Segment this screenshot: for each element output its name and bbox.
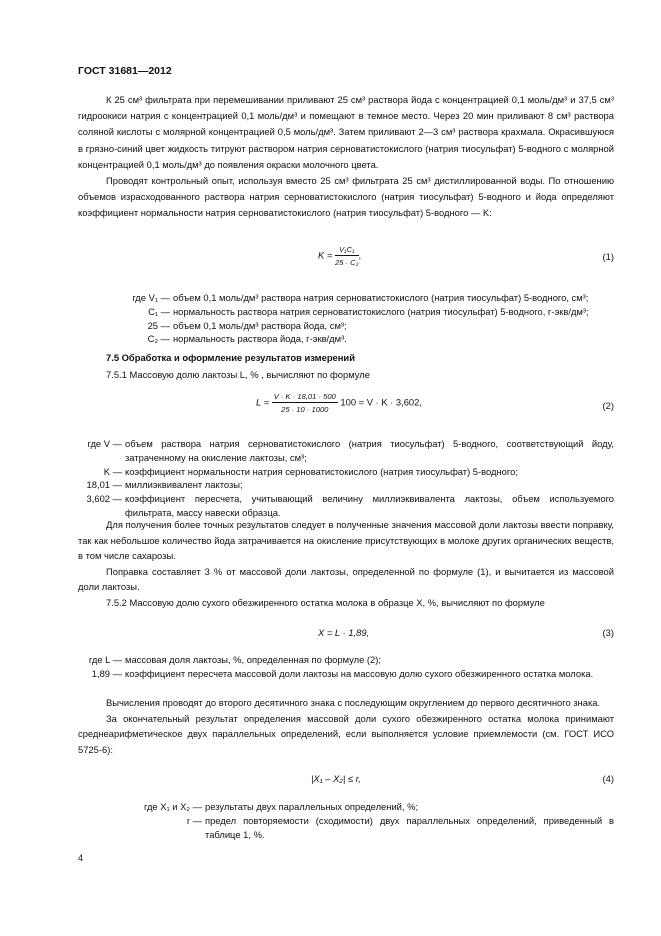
section-7-5 [78, 349, 614, 383]
def3-key-0: где L — [88, 654, 122, 665]
eq1-fraction [335, 245, 359, 267]
def3-value-0: массовая доля лактозы, %, определенная по формуле (2); [125, 654, 381, 665]
eq1-lhs: K = [318, 249, 333, 261]
paragraph-7-5-1: 7.5.1 Массовую долю лактозы L, % , вычисляют по формуле [106, 369, 370, 380]
def2-value-3: коэффициент пересчета, учитывающий величину миллиэквивалента лактозы, объем используемого фильтрата, массу навески образца. [125, 493, 614, 518]
def2-value-1: коэффициент нормальности натрия серноватистокислого (натрия тиосульфат) 5-водного; [125, 465, 518, 477]
eq1-numerator: V₁C₁ [335, 245, 359, 256]
paragraph-3: Для получения более точных результатов следует в полученные значения массовой доли лактозы ввести поправку, так как небольшое количество йода затрачивается на окисление присутствующих в молоке других органических веществ, в том числе сахарозы. [78, 519, 614, 562]
paragraph-calculation [78, 695, 614, 757]
def1-value-2: объем 0,1 моль/дм³ раствора йода, см³; [173, 319, 347, 331]
eq4-formula: |X₁ – X₂| ≤ r, [311, 773, 361, 784]
def3-key-1: 1,89 — [91, 667, 122, 679]
paragraph-correction [78, 517, 614, 611]
eq2-denominator: 25 · 10 · 1000 [281, 405, 329, 414]
paragraph-procedure [78, 92, 614, 222]
def4-key-0: где X₁ и X₂ — [143, 801, 202, 812]
def4-value-0: результаты двух параллельных определений, %; [205, 801, 419, 812]
def3-value-1: коэффициент пересчета массовой доли лактозы на массовую долю сухого обезжиренного остатка молока. [125, 667, 594, 679]
eq2-number: (2) [602, 400, 614, 411]
equation-2 [78, 392, 614, 426]
def1-value-0: объем 0,1 моль/дм³ раствора натрия серноватистокислого (натрия тиосульфат) 5-водного, см³; [173, 292, 589, 303]
eq2-tail: 100 = V · K · 3,602, [340, 396, 422, 408]
paragraph-1: К 25 см³ фильтрата при перемешивании приливают 25 см³ раствора йода с концентрацией 0,1 моль/дм³ и 37,5 см³ гидроокиси натрия с концентрацией 0,1 моль/дм³ и помещают в темное место. Через 20 мин приливают 8 см³ раствора соляной кислоты с молярной концентрацией 0,5 моль/дм³. Затем приливают 2—3 см³ раствора крахмала. Окрасившуюся в грязно-синий цвет жидкость титруют раствором натрия серноватистокислого (натрия тиосульфат) 5-водного с молярной концентрацией 0,1 моль/дм³ до появления окраски молочного цвета. [78, 94, 614, 170]
def1-key-1: C₁ — [148, 305, 170, 317]
def1-value-1: нормальность раствора натрия серноватистокислого (натрия тиосульфат) 5-водного, г-экв/дм³; [173, 305, 589, 317]
definitions-4 [78, 800, 614, 841]
def2-key-3: 3,602 — [86, 493, 122, 505]
paragraph-7-5-2: 7.5.2 Массовую долю сухого обезжиренного остатка молока в образце X, %, вычисляют по формуле [106, 596, 545, 608]
def4-value-1: предел повторяемости (сходимости) двух параллельных определений, приведенный в таблице 1, %. [205, 814, 614, 840]
definitions-2 [78, 437, 614, 520]
section-title: 7.5 Обработка и оформление результатов измерений [106, 352, 355, 363]
page-number: 4 [78, 853, 84, 863]
def2-key-0: где V — [87, 438, 122, 449]
eq1-number: (1) [602, 251, 614, 262]
def1-key-2: 25 — [147, 319, 170, 331]
definitions-1 [78, 291, 614, 346]
def2-value-2: миллиэквивалент лактозы; [125, 479, 243, 491]
def1-key-3: C₂ — [147, 333, 170, 345]
eq1-tail: , [358, 249, 362, 261]
paragraph-2: Проводят контрольный опыт, используя вместо 25 см³ фильтрата 25 см³ дистиллированной воды. По отношению объемов израсходованного раствора натрия серноватистокислого (натрия тиосульфат) 5-водного и йода определяют коэффициент нормальности натрия серноватистокислого (натрия тиосульфат) 5-водного — K: [78, 175, 614, 219]
paragraph-4: Поправка составляет 3 % от массовой доли лактозы, определенной по формуле (1), и вычитается из массовой доли лактозы. [78, 565, 614, 593]
document-header: ГОСТ 31681—2012 [78, 65, 172, 77]
def2-key-1: K — [103, 465, 122, 477]
eq3-formula: X = L · 1,89, [318, 627, 370, 638]
eq3-number: (3) [602, 627, 614, 638]
eq2-lhs: L = [256, 396, 270, 408]
eq2-numerator: V · K · 18,01 · 500 [273, 392, 336, 401]
definitions-3 [78, 653, 614, 681]
eq1-denominator: 25 · C₂ [334, 258, 359, 267]
paragraph-6: За окончательный результат определения массовой доли сухого обезжиренного остатка молока принимают среднеарифметическое двух параллельных определений, если выполняется условие приемлемости (см. ГОСТ ИСО 5725-6): [78, 712, 614, 755]
def1-key-0: где V₁ — [132, 292, 170, 303]
eq2-fraction [272, 392, 338, 414]
paragraph-5: Вычисления проводят до второго десятичного знака с последующим округлением до первого десятичного знака. [106, 697, 601, 708]
def1-value-3: нормальность раствора йода, г-экв/дм³. [173, 333, 347, 345]
def2-value-0: объем раствора натрия серноватистокислого (натрия тиосульфат) 5-водного, соответствующий йоду, затраченному на окисление лактозы, см³; [125, 438, 614, 463]
eq4-number: (4) [602, 773, 614, 784]
equation-1 [78, 245, 614, 279]
def4-key-1: r — [186, 814, 202, 826]
def2-key-2: 18,01 — [86, 479, 122, 491]
